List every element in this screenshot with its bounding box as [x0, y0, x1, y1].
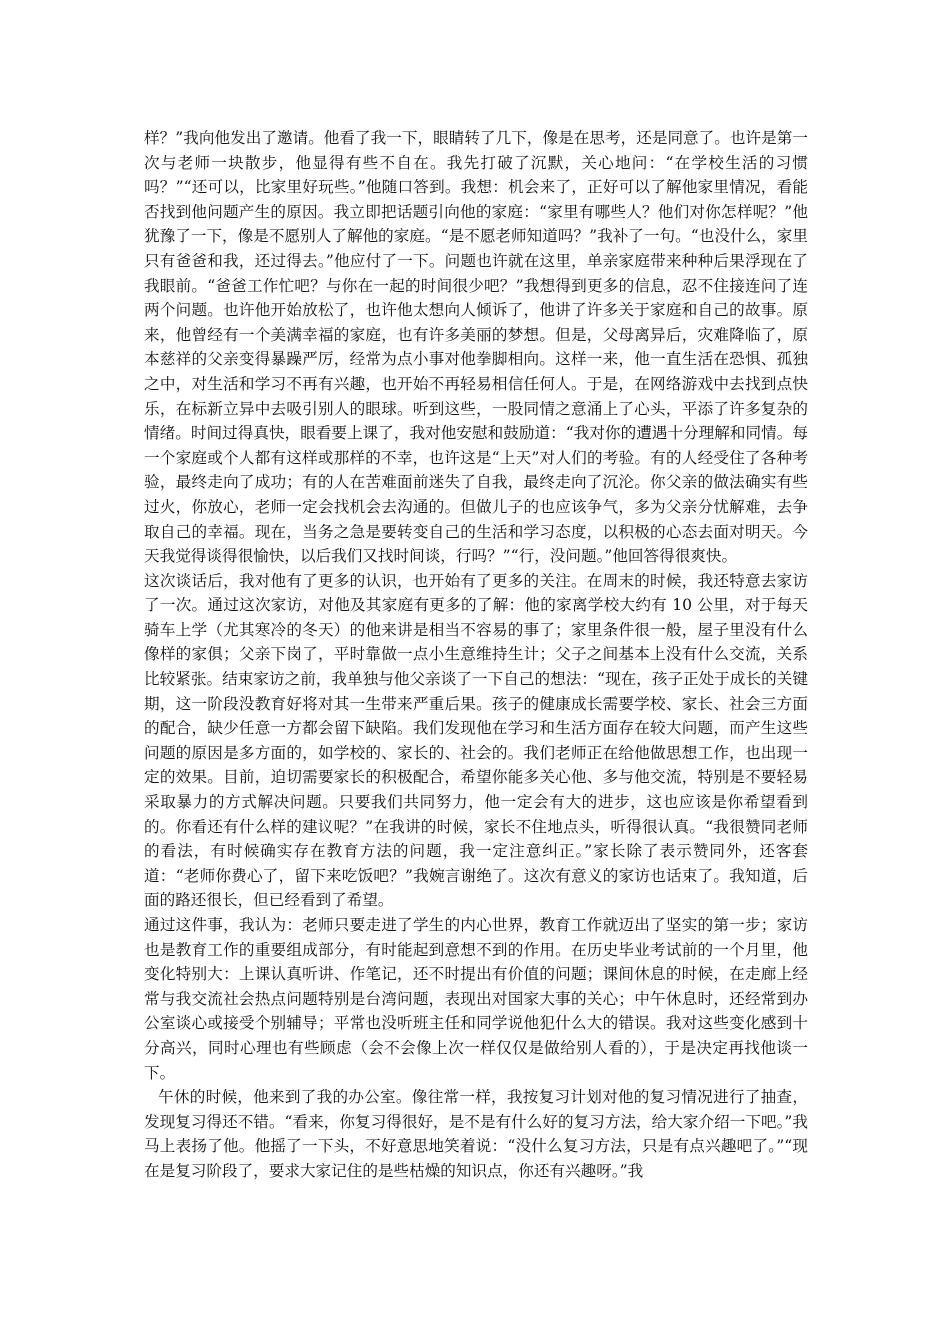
document-body: [144, 126, 808, 1184]
paragraph-2: 这次谈话后，我对他有了更多的认识，也开始有了更多的关注。在周末的时候，我还特意去家访了一次。通过这次家访，对他及其家庭有更多的了解：他的家离学校大约有 10 公里，对于每天骑车上学（尤其寒冷的冬天）的他来讲是相当不容易的事了；家里条件很一般，屋子里没有什么像样的家俱；父亲下岗了，平时靠做一点小生意维持生计；父子之间基本上没有什么交流，关系比较紧张。结束家访之前，我单独与他父亲谈了一下自己的想法：“现在，孩子正处于成长的关键期，这一阶段没教育好将对其一生带来严重后果。孩子的健康成长需要学校、家长、社会三方面的配合，缺少任意一方都会留下缺陷。我们发现他在学习和生活方面存在较大问题，而产生这些问题的原因是多方面的，如学校的、家长的、社会的。我们老师正在给他做思想工作，也出现一定的效果。目前，迫切需要家长的积极配合，希望你能多关心他、多与他交流，特别是不要轻易采取暴力的方式解决问题。只要我们共同努力，他一定会有大的进步，这也应该是你希望看到的。你看还有什么样的建议呢？”在我讲的时候，家长不住地点头，听得很认真。“我很赞同老师的看法，有时候确实存在教育方法的问题，我一定注意纠正。”家长除了表示赞同外，还客套道：“老师你费心了，留下来吃饭吧？”我婉言谢绝了。这次有意义的家访也话束了。我知道，后面的路还很长，但已经看到了希望。: [144, 571, 808, 910]
paragraph-1: 样？”我向他发出了邀请。他看了我一下，眼睛转了几下，像是在思考，还是同意了。也许是第一次与老师一块散步，他显得有些不自在。我先打破了沉默，关心地问：“在学校生活的习惯吗？”“还可以，比家里好玩些。”他随口答到。我想：机会来了，正好可以了解他家里情况，看能否找到他问题产生的原因。我立即把话题引向他的家庭：“家里有哪些人？他们对你怎样呢？”他犹豫了一下，像是不愿别人了解他的家庭。“是不愿老师知道吗？”我补了一句。“也没什么，家里只有爸爸和我，还过得去。”他应付了一下。问题也许就在这里，单亲家庭带来种种后果浮现在了我眼前。“爸爸工作忙吧？与你在一起的时间很少吧？”我想得到更多的信息，忍不住接连问了连两个问题。也许他开始放松了，也许他太想向人倾诉了，他讲了许多关于家庭和自己的故事。原来，他曾经有一个美满幸福的家庭，也有许多美丽的梦想。但是，父母离异后，灾难降临了，原本慈祥的父亲变得暴躁严厉，经常为点小事对他拳脚相向。这样一来，他一直生活在恐惧、孤独之中，对生活和学习不再有兴趣，也开始不再轻易相信任何人。于是，在网络游戏中去找到点快乐，在标新立异中去吸引别人的眼球。听到这些，一股同情之意涌上了心头，平添了许多复杂的情绪。时间过得真快，眼看要上课了，我对他安慰和鼓励道：“我对你的遭遇十分理解和同情。每一个家庭或个人都有这样或那样的不幸，也许这是“上天”对人们的考验。有的人经受住了各种考验，最终走向了成功；有的人在苦难面前迷失了自我，最终走向了沉沦。你父亲的做法确实有些过火，你放心，老师一定会找机会去沟通的。但做儿子的也应该争气，多为父亲分忧解难，去争取自己的幸福。现在，当务之急是要转变自己的生活和学习态度，以积极的心态去面对明天。今天我觉得谈得很愉快，以后我们又找时间谈，行吗？”“行，没问题。”他回答得很爽快。: [144, 129, 808, 566]
paragraph-3: 通过这件事，我认为：老师只要走进了学生的内心世界，教育工作就迈出了坚实的第一步；家访也是教育工作的重要组成部分，有时能起到意想不到的作用。在历史毕业考试前的一个月里，他变化特别大：上课认真听讲、作笔记，还不时提出有价值的问题；课间休息的时候，在走廊上经常与我交流社会热点问题特别是台湾问题，表现出对国家大事的关心；中午休息时，还经常到办公室谈心或接受个别辅导；平常也没听班主任和同学说他犯什么大的错误。我对这些变化感到十分高兴，同时心理也有些顾虑（会不会像上次一样仅仅是做给别人看的），于是决定再找他谈一下。: [144, 916, 808, 1082]
paragraph-4: 午休的时候，他来到了我的办公室。像往常一样，我按复习计划对他的复习情况进行了抽查，发现复习得还不错。“看来，你复习得很好，是不是有什么好的复习方法，给大家介绍一下吧。”我马上表扬了他。他摇了一下头，不好意思地笑着说：“没什么复习方法，只是有点兴趣吧了。”“现在是复习阶段了，要求大家记住的是些枯燥的知识点，你还有兴趣呀。”我: [144, 1088, 808, 1180]
